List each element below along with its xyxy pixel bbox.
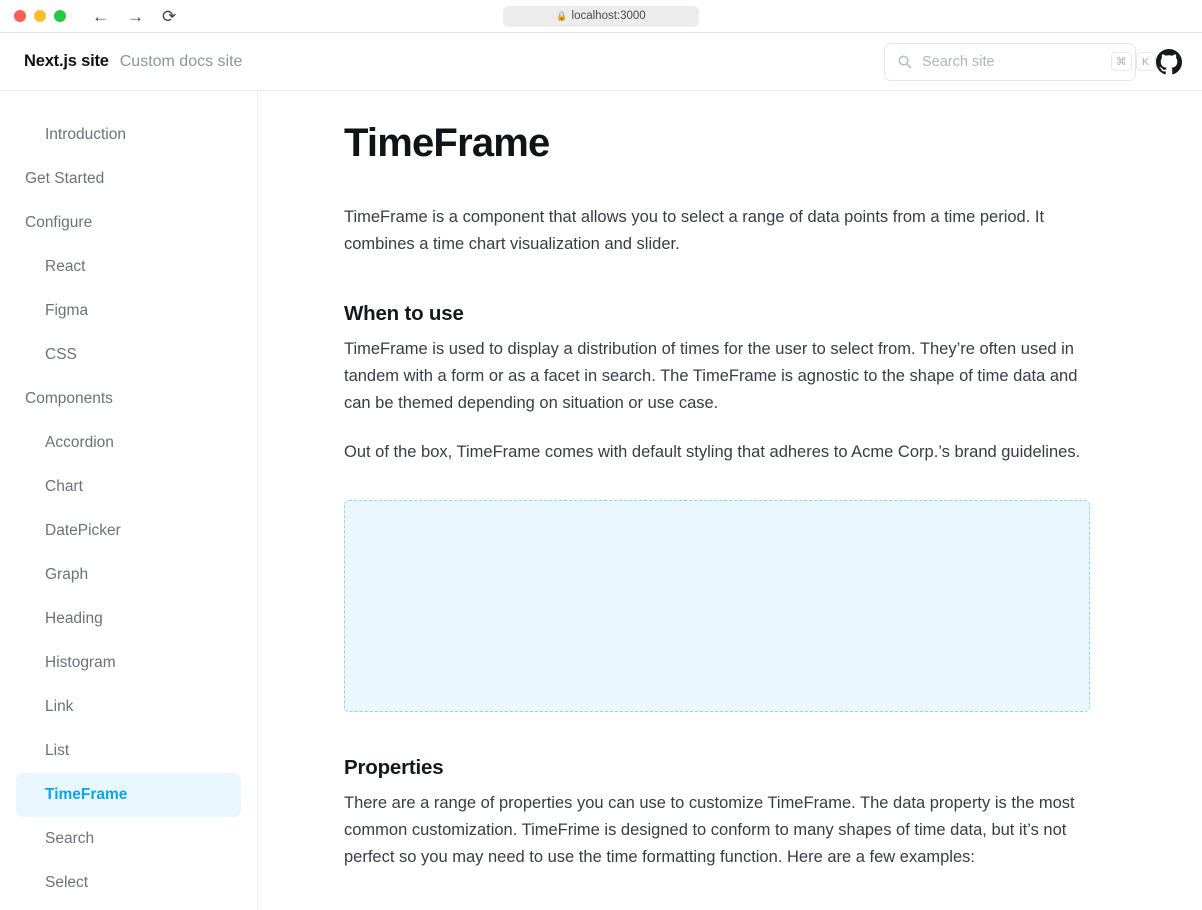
traffic-lights xyxy=(14,10,66,22)
back-icon[interactable]: ← xyxy=(92,6,109,26)
sidebar-item-label: React xyxy=(45,258,86,275)
sidebar-item-link[interactable] xyxy=(16,685,241,729)
github-icon[interactable] xyxy=(1156,49,1182,75)
minimize-window-button[interactable] xyxy=(34,10,46,22)
sidebar-item-label: Heading xyxy=(45,610,103,627)
sidebar-item-label: CSS xyxy=(45,346,77,363)
page-title: TimeFrame xyxy=(344,121,550,165)
search-box[interactable] xyxy=(884,43,1149,81)
browser-nav-buttons xyxy=(92,8,176,25)
kbd-command: ⌘ xyxy=(1111,52,1132,71)
sidebar-item-label: Graph xyxy=(45,566,89,583)
properties-paragraph-1: There are a range of properties you can use to customize TimeFrame. The data property is the most common customization. TimeFrime is designed to conform to many shapes of time data, but it’s not perfect so you may need to use the time formatting function. Here are a few examples: xyxy=(344,794,1075,867)
forward-icon[interactable]: → xyxy=(127,6,144,26)
sidebar-item-label: DatePicker xyxy=(45,522,121,539)
kbd-k: K xyxy=(1136,52,1156,71)
sidebar-item-label: TimeFrame xyxy=(45,786,128,803)
site-header xyxy=(0,33,1202,91)
header-actions xyxy=(884,43,1182,81)
sidebar-item-graph[interactable] xyxy=(16,553,241,597)
sidebar-item-label: Components xyxy=(25,390,113,407)
browser-chrome xyxy=(0,0,1202,33)
sidebar-item-configure[interactable] xyxy=(16,201,241,245)
sidebar-item-accordion[interactable] xyxy=(16,421,241,465)
sidebar-item-figma[interactable] xyxy=(16,289,241,333)
sidebar-item-label: Accordion xyxy=(45,434,114,451)
search-icon xyxy=(897,54,912,69)
sidebar-item-label: Figma xyxy=(45,302,89,319)
sidebar-item-list[interactable] xyxy=(16,729,241,773)
when-to-use-paragraph-2: Out of the box, TimeFrame comes with default styling that adheres to Acme Corp.’s brand guidelines. xyxy=(344,443,1081,462)
sidebar-item-label: Histogram xyxy=(45,654,116,671)
sidebar-item-label: Get Started xyxy=(25,170,105,187)
when-to-use-paragraph-1: TimeFrame is used to display a distribution of times for the user to select from. They’re often used in tandem with a form or as a facet in search. The TimeFrame is agnostic to the shape of time data and can be themed depending on situation or use case. xyxy=(344,340,1078,413)
sidebar-item-label: List xyxy=(45,742,70,759)
sidebar-item-histogram[interactable] xyxy=(16,641,241,685)
search-shortcut-hint xyxy=(1111,52,1156,71)
sidebar-item-select[interactable] xyxy=(16,861,241,905)
address-bar[interactable] xyxy=(503,6,699,27)
sidebar-item-label: Configure xyxy=(25,214,93,231)
search-input[interactable] xyxy=(920,53,1111,71)
page-body xyxy=(0,91,1202,910)
sidebar-item-css[interactable] xyxy=(16,333,241,377)
sidebar-item-heading[interactable] xyxy=(16,597,241,641)
close-window-button[interactable] xyxy=(14,10,26,22)
sidebar-item-label: Select xyxy=(45,874,89,891)
lock-icon: 🔒 xyxy=(556,10,568,21)
sidebar-item-react[interactable] xyxy=(16,245,241,289)
section-heading-properties: Properties xyxy=(344,756,444,780)
site-brand-subtitle: Custom docs site xyxy=(119,52,243,70)
sidebar-item-get-started[interactable] xyxy=(16,157,241,201)
zoom-window-button[interactable] xyxy=(54,10,66,22)
sidebar-item-label: Link xyxy=(45,698,74,715)
sidebar-nav xyxy=(0,91,258,910)
sidebar-item-label: Search xyxy=(45,830,95,847)
sidebar-item-search[interactable] xyxy=(16,817,241,861)
intro-paragraph: TimeFrame is a component that allows you to select a range of data points from a time period. It combines a time chart visualization and slider. xyxy=(344,208,1045,254)
sidebar-item-label: Chart xyxy=(45,478,83,495)
main-content xyxy=(258,91,1202,910)
section-heading-when-to-use: When to use xyxy=(344,302,464,326)
sidebar-item-datepicker[interactable] xyxy=(16,509,241,553)
sidebar-item-timeframe[interactable] xyxy=(16,773,241,817)
component-demo-placeholder[interactable] xyxy=(344,500,1090,712)
sidebar-item-label: Introduction xyxy=(45,126,126,143)
site-brand[interactable]: Next.js site xyxy=(24,52,109,70)
reload-icon[interactable]: ⟳ xyxy=(162,6,177,26)
sidebar-item-chart[interactable] xyxy=(16,465,241,509)
sidebar-item-components[interactable] xyxy=(16,377,241,421)
address-bar-url: localhost:3000 xyxy=(571,10,646,22)
sidebar-item-introduction[interactable] xyxy=(16,113,241,157)
